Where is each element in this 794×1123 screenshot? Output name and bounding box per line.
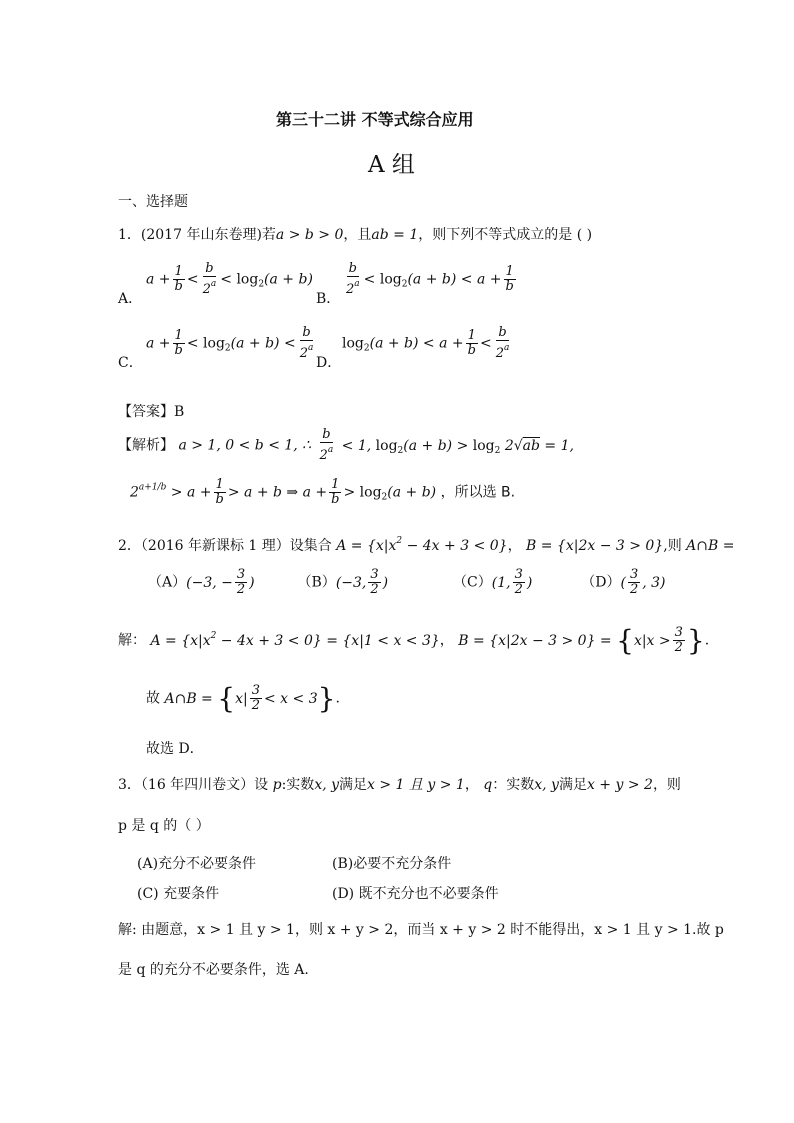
- q1-analysis-line1: 【解析】 a > 1, 0 < b < 1, ∴ $\frac{b}{2^a}$ < 1, $\log_2(a + b) > \log_2 2√ab = 1$,: [118, 427, 574, 463]
- q1-option-a-expression: a + $\frac{1}{b}$ < $\frac{b}{2^a}$ < $\log_2(a + b)$: [146, 261, 313, 297]
- q3-option-a: (A)充分不必要条件: [137, 856, 257, 872]
- q2-solution-line3: 故选 D．: [146, 741, 204, 757]
- q1-answer: 【答案】B: [118, 404, 185, 420]
- q1-analysis-line2: $2^{a+1/b} > a$ + $\frac{1}{b}$ > a + b ⇒ a + $\frac{1}{b}$ > $\log_2(a + b)$ ，所以选 B.: [130, 477, 516, 507]
- q3-option-b: (B)必要不充分条件: [332, 856, 452, 872]
- q2-options: （A）(−3, − $\frac{3}{2}$ ) （B）(−3, $\frac{3}{2}$ ) （C）(1, $\frac{3}{2}$ ) （D）( $\frac{3}{2}$ , 3): [148, 567, 666, 597]
- page-title: 第三十二讲 不等式综合应用: [276, 110, 474, 129]
- group-heading: A 组: [368, 152, 415, 178]
- q2-stem: 2．（2016 年新课标 1 理）设集合 $A = \{x|x^2 - 4x + 3 < 0\}$， B = {x|2x − 3 > 0},则 A∩B =: [118, 536, 735, 554]
- q1-option-b-label: B．: [316, 291, 341, 307]
- q1-option-d-label: D．: [316, 355, 342, 371]
- q1-option-b-expression: $\frac{b}{2^a}$ < $\log_2(a + b) < a$ + $\frac{1}{b}$: [346, 261, 514, 297]
- q1-option-c-label: C．: [118, 355, 143, 371]
- q3-option-d: (D) 既不充分也不必要条件: [332, 886, 499, 902]
- q2-solution-line2: 故 A∩B = {x| $\frac{3}{2}$ < x < 3}.: [146, 681, 340, 715]
- q1-option-d-expression: $\log_2(a + b) < a$ + $\frac{1}{b}$ < $\frac{b}{2^a}$: [342, 325, 510, 361]
- q3-solution-line1: 解: 由题意，x > 1 且 y > 1，则 x + y > 2，而当 x + y > 2 时不能得出，x > 1 且 y > 1.故 p: [118, 922, 724, 938]
- section-heading: 一、选择题: [118, 194, 188, 210]
- q3-solution-line2: 是 q 的充分不必要条件，选 A.: [118, 962, 309, 978]
- q1-stem: 1．(2017 年山东卷理)若a > b > 0，且ab = 1，则下列不等式成立的是 ( ): [118, 227, 593, 243]
- q1-option-a-label: A．: [118, 291, 143, 307]
- q3-stem-line1: 3．（16 年四川卷文）设 p:实数x, y满足x > 1 且 y > 1， q：实数x, y满足x + y > 2，则: [118, 777, 681, 793]
- q3-stem-line2: p 是 q 的（ ）: [118, 818, 210, 834]
- q1-option-c-expression: a + $\frac{1}{b}$ < $\log_2(a + b)$ < $\frac{b}{2^a}$: [146, 325, 314, 361]
- q2-solution-line1: 解： $A = \{x|x^2 - 4x + 3 < 0\} = \{x|1 < x < 3\}$， B = {x|2x − 3 > 0} = {x|x > $\frac{3}{2}$ }.: [118, 623, 710, 657]
- q3-option-c: (C) 充要条件: [137, 886, 220, 902]
